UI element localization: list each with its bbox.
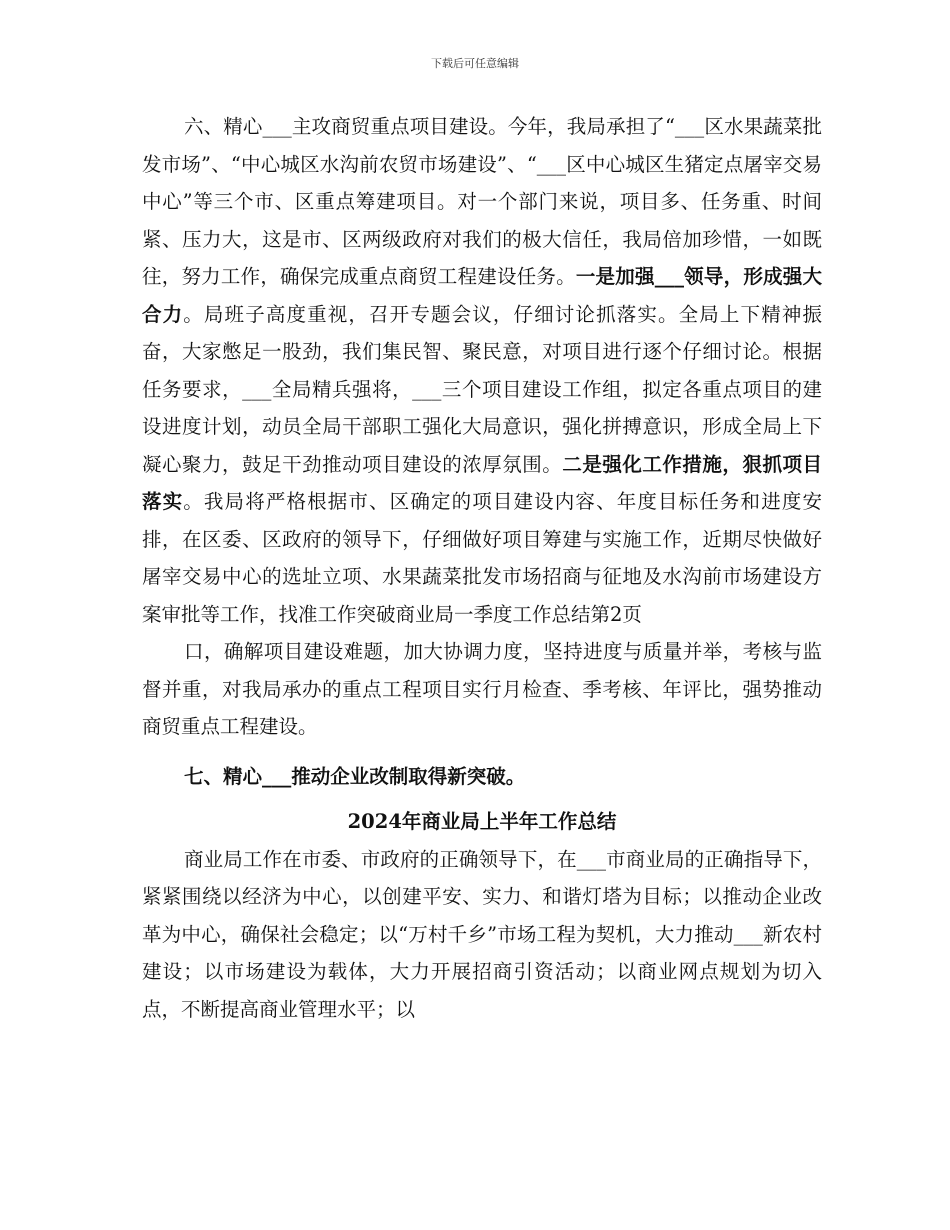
section-6-paragraph xyxy=(142,108,822,633)
section-7-heading: 七、精心___推动企业改制取得新突破。 xyxy=(184,764,526,788)
section-6-text-1: 六、精心___主攻商贸重点项目建设。今年，我局承担了“___区水果蔬菜批发市场”、“中心城区水沟前农贸市场建设”、“___区中心城区生猪定点屠宰交易中心”等三个市、区重点筹建项目。对一个部门来说，项目多、任务重、时间紧、压力大，这是市、区两级政府对我们的极大信任，我局倍加珍惜，一如既往，努力工作，确保完成重点商贸工程建设任务。 xyxy=(142,115,822,288)
document-title: 2024年商业局上半年工作总结 xyxy=(347,810,617,833)
section-6-bold-point-1: 一是加强___领导，形成强大合力 xyxy=(142,265,822,326)
spacer xyxy=(142,746,822,754)
page-header-note: 下载后可任意编辑 xyxy=(431,57,519,70)
document-body xyxy=(142,108,822,1028)
section-6-text-2: 。局班子高度重视，召开专题会议，仔细讨论抓落实。全局上下精神振奋，大家憋足一股劲，我们集民智、聚民意，对项目进行逐个仔细讨论。根据任务要求，___全局精兵强将，___三个项目建设工作组，拟定各重点项目的建设进度计划，动员全局干部职工强化大局意识，强化拼搏意识，形成全局上下凝心聚力，鼓足干劲推动项目建设的浓厚氛围。 xyxy=(142,302,822,476)
section-6-text-3: 。我局将严格根据市、区确定的项目建设内容、年度目标任务和进度安排，在区委、区政府的领导下，仔细做好项目筹建与实施工作，近期尽快做好屠宰交易中心的选址立项、水果蔬菜批发市场招商与征地及水沟前市场建设方案审批等工作，找准工作突破商业局一季度工作总结第2页 xyxy=(142,490,822,626)
intro-paragraph: 商业局工作在市委、市政府的正确领导下，在___市商业局的正确指导下，紧紧围绕以经济为中心，以创建平安、实力、和谐灯塔为目标；以推动企业改革为中心，确保社会稳定；以“万村千乡”市场工程为契机，大力推动___新农村建设；以市场建设为载体，大力开展招商引资活动；以商业网点规划为切入点，不断提高商业管理水平；以 xyxy=(142,847,822,1021)
section-6-bold-point-2: 二是强化工作措施，狠抓项目落实 xyxy=(142,452,822,513)
section-6-continuation: 口，确解项目建设难题，加大协调力度，坚持进度与质量并举，考核与监督并重，对我局承办的重点工程项目实行月检查、季考核、年评比，强势推动商贸重点工程建设。 xyxy=(142,640,822,738)
